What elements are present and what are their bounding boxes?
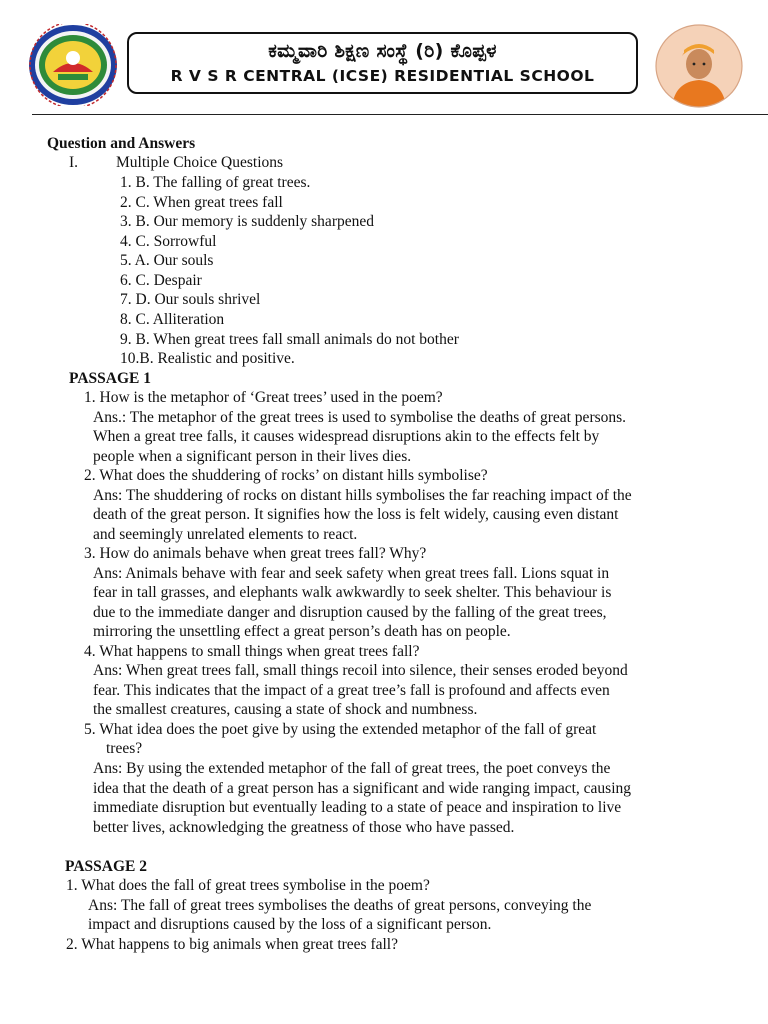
- answer-text: When a great tree falls, it causes widespread disruptions akin to the effects felt by: [93, 428, 600, 445]
- answer-text: mirroring the unsettling effect a great person’s death has on people.: [93, 623, 511, 640]
- answer-text: people when a significant person in their lives dies.: [93, 448, 412, 465]
- list-item: 2. C. When great trees fall: [120, 194, 283, 211]
- question-text: trees?: [106, 740, 143, 757]
- answer-text: death of the great person. It signifies how the loss is felt widely, causing even distant: [93, 506, 619, 523]
- school-name-kannada: ಕಮ್ಮವಾರಿ ಶಿಕ್ಷಣ ಸಂಸ್ಥೆ (ರಿ) ಕೊಪ್ಪಳ: [268, 40, 497, 62]
- question-text: 2. What does the shuddering of rocks’ on distant hills symbolise?: [84, 467, 488, 484]
- answer-text: and seemingly unrelated elements to react.: [93, 526, 358, 543]
- passage-2-title: PASSAGE 2: [65, 858, 147, 875]
- list-item: 10.B. Realistic and positive.: [120, 350, 295, 367]
- question-text: 4. What happens to small things when great trees fall?: [84, 643, 420, 660]
- portrait-icon: [654, 24, 744, 108]
- header-divider: [32, 114, 768, 115]
- answer-text: due to the immediate danger and disruption caused by the falling of the great trees,: [93, 604, 607, 621]
- list-item: 5. A. Our souls: [120, 252, 214, 269]
- question-text: 1. What does the fall of great trees symbolise in the poem?: [66, 877, 430, 894]
- answer-text: Ans: When great trees fall, small things recoil into silence, their senses eroded beyond: [93, 662, 628, 679]
- section-number: I.: [69, 154, 79, 171]
- question-text: 3. How do animals behave when great trees fall? Why?: [84, 545, 427, 562]
- school-crest-icon: [28, 24, 118, 106]
- question-text: 2. What happens to big animals when great trees fall?: [66, 936, 398, 953]
- list-item: 7. D. Our souls shrivel: [120, 291, 261, 308]
- answer-text: Ans: The fall of great trees symbolises the deaths of great persons, conveying the: [88, 897, 592, 914]
- school-name-english: R V S R CENTRAL (ICSE) RESIDENTIAL SCHOOL: [170, 67, 595, 85]
- question-text: 1. How is the metaphor of ‘Great trees’ used in the poem?: [84, 389, 443, 406]
- answer-text: Ans: Animals behave with fear and seek safety when great trees fall. Lions squat in: [93, 565, 610, 582]
- answer-text: fear in tall grasses, and elephants walk awkwardly to seek shelter. This behaviour is: [93, 584, 612, 601]
- answer-text: impact and disruptions caused by the loss of a significant person.: [88, 916, 492, 933]
- page-heading: Question and Answers: [47, 135, 196, 152]
- list-item: 1. B. The falling of great trees.: [120, 174, 311, 191]
- list-item: 9. B. When great trees fall small animals do not bother: [120, 331, 459, 348]
- section-title: Multiple Choice Questions: [116, 154, 284, 171]
- school-title-box: [127, 32, 638, 94]
- answer-text: fear. This indicates that the impact of a great tree’s fall is profound and affects even: [93, 682, 610, 699]
- list-item: 3. B. Our memory is suddenly sharpened: [120, 213, 374, 230]
- question-text: 5. What idea does the poet give by using the extended metaphor of the fall of great: [84, 721, 597, 738]
- answer-text: the smallest creatures, causing a state of shock and numbness.: [93, 701, 478, 718]
- answer-text: Ans: By using the extended metaphor of the fall of great trees, the poet conveys the: [93, 760, 611, 777]
- list-item: 4. C. Sorrowful: [120, 233, 217, 250]
- list-item: 8. C. Alliteration: [120, 311, 225, 328]
- answer-text: immediate disruption but eventually leading to a state of peace and inspiration to live: [93, 799, 622, 816]
- answer-text: better lives, acknowledging the greatness of those who have passed.: [93, 819, 515, 836]
- list-item: 6. C. Despair: [120, 272, 202, 289]
- answer-text: Ans: The shuddering of rocks on distant hills symbolises the far reaching impact of the: [93, 487, 632, 504]
- passage-1-title: PASSAGE 1: [69, 370, 151, 387]
- answer-text: Ans.: The metaphor of the great trees is used to symbolise the deaths of great persons.: [93, 409, 627, 426]
- answer-text: idea that the death of a great person has a significant and wide ranging impact, causing: [93, 780, 632, 797]
